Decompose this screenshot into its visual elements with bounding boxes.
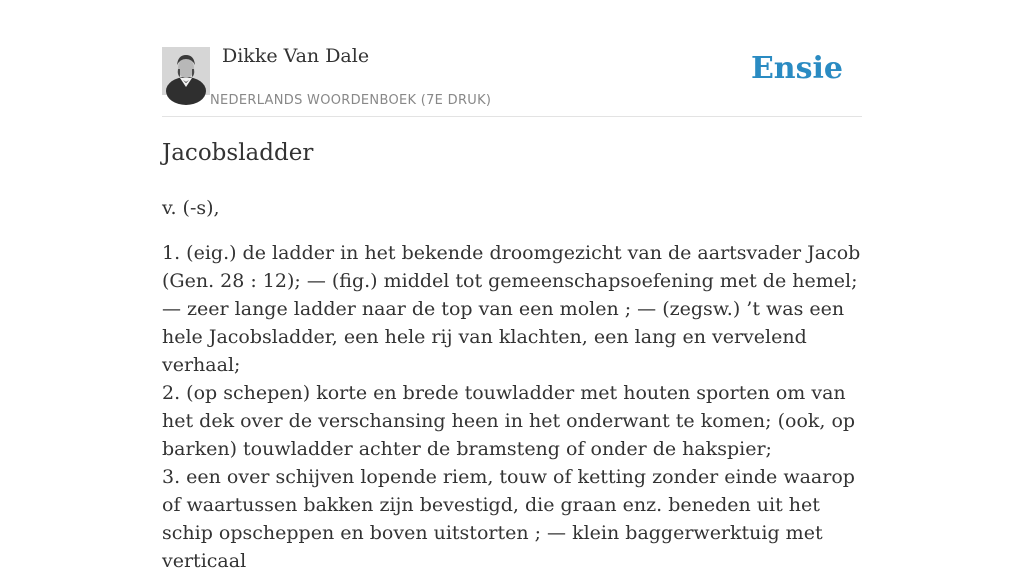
page [162, 0, 862, 572]
definition-sense: 2. (op schepen) korte en brede touwladder met houten sporten om van het dek over de verschansing heen in het onderwant te komen; (ook, op barken) touwladder achter de bramsteng of onder de hakspier; [162, 382, 856, 460]
ensie-logo[interactable]: Ensie [750, 51, 843, 86]
entry-definition [162, 239, 862, 575]
author-avatar [162, 47, 210, 95]
definition-sense: 3. een over schijven lopende riem, touw of ketting zonder einde waarop of waartussen bakken zijn bevestigd, die graan enz. beneden uit het schip opscheppen en boven uitstorten ; — klein baggerwerktuig met verticaal [162, 466, 855, 572]
author-name[interactable]: Dikke Van Dale [222, 45, 370, 67]
entry-grammar: v. (-s), [162, 197, 220, 219]
definition-sense: 1. (eig.) de ladder in het bekende droomgezicht van de aartsvader Jacob (Gen. 28 : 12); — (fig.) middel tot gemeenschapsoefening met de hemel; — zeer lange ladder naar de top van een molen ; — (zegsw.) ’t was een hele Jacobsladder, een hele rij van klachten, een lang en vervelend verhaal; [162, 242, 861, 376]
header [162, 0, 862, 117]
source-title[interactable]: NEDERLANDS WOORDENBOEK (7E DRUK) [210, 93, 492, 108]
portrait-icon [162, 47, 210, 95]
entry-title: Jacobsladder [162, 140, 314, 166]
